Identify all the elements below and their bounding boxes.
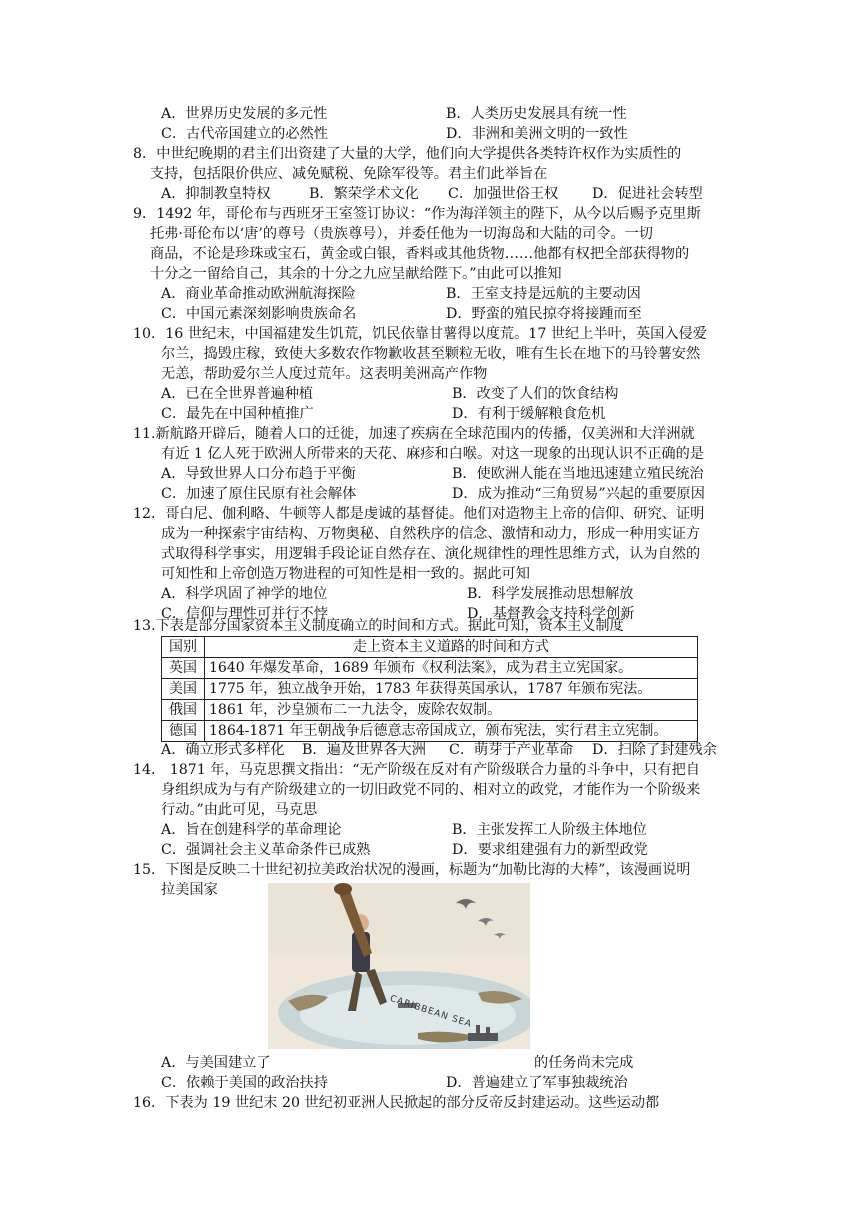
table-cell-path: 1640 年爆发革命，1689 年颁布《权利法案》，成为君主立宪国家。 [205,658,698,679]
table-cell-path: 1861 年，沙皇颁布二一九法令，废除农奴制。 [205,700,698,721]
q11-stem-line-2: 有近 1 亿人死于欧洲人所带来的天花、麻疹和白喉。对这一现象的出现认识不正确的是 [161,446,704,462]
q7-option-a[interactable]: A．世界历史发展的多元性 [161,106,328,122]
q9-stem-line-2: 托弗·哥伦布以‘唐’的尊号（贵族尊号），并委任他为一切海岛和大陆的司令。一切 [150,226,653,242]
q9-stem-line-3: 商品，不论是珍珠或宝石，黄金或白银，香料或其他货物……他都有权把全部获得物的 [150,246,690,262]
q11-option-c[interactable]: C．加速了原住民原有社会解体 [161,486,357,502]
table-header-row [162,637,698,658]
q12-option-d[interactable]: D．基督教会支持科学创新 [467,606,635,622]
table-row [162,679,698,700]
q15-option-c[interactable]: C．依赖于美国的政治扶持 [161,1075,328,1091]
big-stick-cartoon [268,883,530,1049]
q13-stem: 13.下表是部分国家资本主义制度确立的时间和方式。据此可知，资本主义制度 [133,618,624,634]
table-cell-country: 英国 [162,658,205,679]
q10-option-d[interactable]: D．有利于缓解粮食危机 [452,406,606,422]
q8-option-c[interactable]: C．加强世俗王权 [448,186,559,202]
table-row [162,658,698,679]
table-header-country: 国别 [162,637,205,658]
q14-stem-line-2: 身组织成为与有产阶级建立的一切旧政党不同的、相对立的政党，才能作为一个阶级来 [161,782,701,798]
q14-option-a[interactable]: A．旨在创建科学的革命理论 [161,822,342,838]
q13-option-b[interactable]: B．遍及世界各大洲 [302,742,426,758]
table-header-path: 走上资本主义道路的时间和方式 [205,637,698,658]
q9-option-a[interactable]: A．商业革命推动欧洲航海探险 [161,286,356,302]
q11-option-d[interactable]: D．成为推动“三角贸易”兴起的重要原因 [452,486,705,502]
table-row [162,721,698,742]
q14-option-b[interactable]: B．主张发挥工人阶级主体地位 [452,822,647,838]
q10-stem-line-1: 10．16 世纪末，中国福建发生饥荒，饥民依靠甘薯得以度荒。17 世纪上半叶，英国入侵爱 [133,326,707,342]
q11-stem-line-1: 11.新航路开辟后，随着人口的迁徙，加速了疾病在全球范围内的传播，仅美洲和大洋洲就 [133,426,695,442]
table-row [162,700,698,721]
q16-stem: 16．下表为 19 世纪末 20 世纪初亚洲人民掀起的部分反帝反封建运动。这些运动都 [133,1095,660,1111]
q15-option-d[interactable]: D．普遍建立了军事独裁统治 [446,1075,628,1091]
q9-option-c[interactable]: C．中国元素深刻影响贵族命名 [161,306,357,322]
table-cell-country: 美国 [162,679,205,700]
q10-stem-line-3: 无恙，帮助爱尔兰人度过荒年。这表明美洲高产作物 [161,366,488,382]
q12-stem-line-2: 成为一种探索宇宙结构、万物奥秘、自然秩序的信念、激情和动力，形成一种用实证方 [161,526,701,542]
q9-option-b[interactable]: B．王室支持是远航的主要动因 [446,286,641,302]
q15-stem-line-1: 15．下图是反映二十世纪初拉美政治状况的漫画，标题为“加勒比海的大棒”，该漫画说明 [133,862,691,878]
q14-stem-line-3: 行动。”由此可见，马克思 [161,802,318,818]
q8-stem-line-2: 支持，包括限价供应、减免赋税、免除军役等。君主们此举旨在 [150,166,548,182]
cartoon-illustration [268,883,530,1049]
q10-option-a[interactable]: A．已在全世界普遍种植 [161,386,314,402]
q12-option-b[interactable]: B．科学发展推动思想解放 [467,586,634,602]
table-cell-path: 1775 年，独立战争开始，1783 年获得英国承认，1787 年颁布宪法。 [205,679,698,700]
q7-option-b[interactable]: B．人类历史发展具有统一性 [446,106,627,122]
q12-stem-line-4: 可知性和上帝创造万物进程的可知性是相一致的。据此可知 [161,566,530,582]
q13-option-d[interactable]: D．扫除了封建残余 [592,742,717,758]
q12-option-a[interactable]: A．科学巩固了神学的地位 [161,586,328,602]
q15-option-b[interactable]: 的任务尚未完成 [534,1055,634,1071]
q9-stem-line-1: 9．1492 年，哥伦布与西班牙王室签订协议：“作为海洋领主的陛下，从今以后赐予克里斯 [133,206,701,222]
q14-stem-line-1: 14． 1871 年，马克思撰文指出：“无产阶级在反对有产阶级联合力量的斗争中，只有把自 [133,762,700,778]
q9-stem-line-4: 十分之一留给自己，其余的十分之九应呈献给陛下。”由此可以推知 [150,266,562,282]
table-cell-path: 1864-1871 年王朝战争后德意志帝国成立，颁布宪法，实行君主立宪制。 [205,721,698,742]
capitalism-table [161,636,698,742]
table-cell-country: 俄国 [162,700,205,721]
q13-option-c[interactable]: C．萌芽于产业革命 [449,742,574,758]
q8-option-b[interactable]: B．繁荣学术文化 [309,186,419,202]
q8-option-a[interactable]: A．抑制教皇特权 [161,186,271,202]
q11-option-b[interactable]: B．使欧洲人能在当地迅速建立殖民统治 [452,466,704,482]
q8-option-d[interactable]: D．促进社会转型 [592,186,703,202]
q12-option-c[interactable]: C．信仰与理性可并行不悖 [161,606,328,622]
table-cell-country: 德国 [162,721,205,742]
q14-option-d[interactable]: D．要求组建强有力的新型政党 [452,842,648,858]
q7-option-c[interactable]: C．古代帝国建立的必然性 [161,126,328,142]
q12-stem-line-3: 式取得科学事实，用逻辑手段论证自然存在、演化规律性的理性思维方式，认为自然的 [161,546,701,562]
q10-option-b[interactable]: B．改变了人们的饮食结构 [452,386,619,402]
q8-stem-line-1: 8．中世纪晚期的君主们出资建了大量的大学，他们向大学提供各类特许权作为实质性的 [133,146,682,162]
q13-option-a[interactable]: A．确立形式多样化 [161,742,285,758]
q9-option-d[interactable]: D．野蛮的殖民掠夺将接踵而至 [446,306,642,322]
q14-option-c[interactable]: C．强调社会主义革命条件已成熟 [161,842,371,858]
q15-option-a[interactable]: A．与美国建立了 [161,1055,271,1071]
cartoon-caption: CARIBBEAN SEA [388,994,474,1030]
q7-option-d[interactable]: D．非洲和美洲文明的一致性 [446,126,628,142]
q11-option-a[interactable]: A．导致世界人口分布趋于平衡 [161,466,356,482]
q10-option-c[interactable]: C．最先在中国种植推广 [161,406,314,422]
q12-stem-line-1: 12．哥白尼、伽利略、牛顿等人都是虔诚的基督徒。他们对造物主上帝的信仰、研究、证明 [133,506,705,522]
q10-stem-line-2: 尔兰，捣毁庄稼，致使大多数农作物歉收甚至颗粒无收，唯有生长在地下的马铃薯安然 [161,346,701,362]
q15-stem-line-2: 拉美国家 [161,882,218,898]
